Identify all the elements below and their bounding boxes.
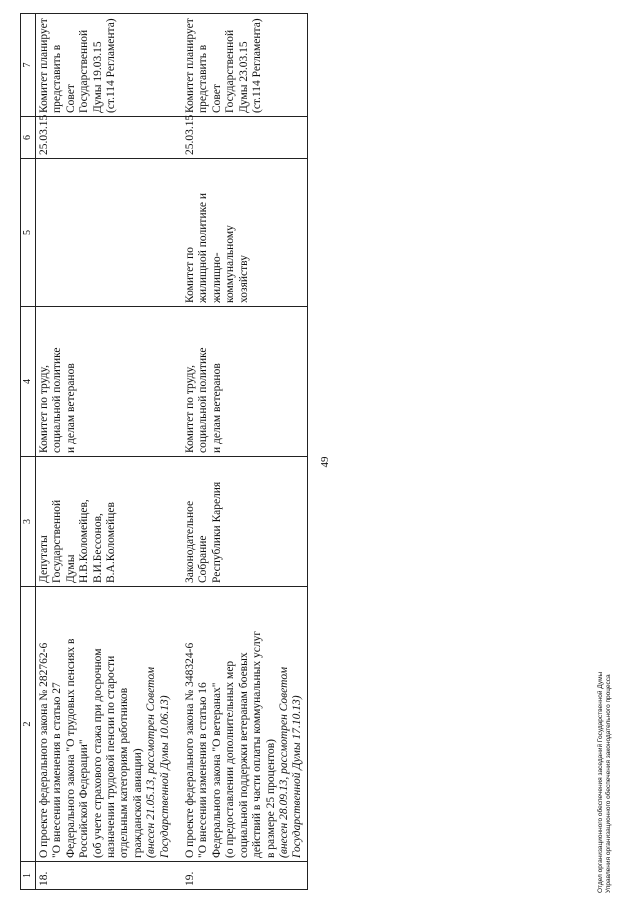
committee-plan-line: (ст.114 Регламента) [105, 18, 118, 113]
bill-title-line: "О внесении изменения в статью 27 [51, 682, 64, 858]
bill-author-line: Республики Карелия [210, 481, 223, 583]
committee-plan-line: представить в Совет [51, 44, 77, 113]
responsible-committee-line: Комитет по труду, [38, 365, 50, 453]
col-header: 3 [21, 457, 36, 587]
page-number: 49 [319, 456, 331, 468]
row-number-cell: 19. [182, 862, 307, 890]
bill-author-line: В.И.Бессонов, [91, 513, 104, 583]
bill-title-line: "О внесении изменения в статью 16 [197, 682, 210, 858]
bill-title-line: в размере 25 процентов) [264, 739, 277, 858]
table-row [182, 14, 307, 890]
bill-author-line: Н.В.Коломейцев, [78, 499, 91, 583]
bill-title-line: социальной поддержки ветеранам боевых [237, 652, 250, 858]
responsible-committee-line: и делам ветеранов [210, 363, 223, 453]
co-executor-committee-line: жилищной политике и [197, 192, 210, 303]
committee-plan-cell [36, 14, 175, 117]
committee-plan-line: Государственной [224, 29, 237, 113]
bill-title-line: (о предоставлении дополнительных мер [224, 660, 237, 858]
col-header: 4 [21, 307, 36, 457]
table-row [36, 14, 175, 890]
bill-title-line: назначении трудовой пенсии по старости [105, 655, 118, 858]
footer-line: Отдел организационного обеспечения заседаний Государственной Думы [597, 671, 604, 893]
responsible-committee-line: и делам ветеранов [64, 363, 77, 453]
footer [597, 672, 613, 893]
rotated-page [20, 14, 330, 890]
bill-title-line: О проекте федерального закона № 282762-6 [38, 642, 50, 858]
spacer-cell [174, 862, 182, 890]
spacer-cell [174, 307, 182, 457]
row-number-cell: 18. [36, 862, 175, 890]
bill-author-line: В.А.Коломейцев [105, 502, 118, 583]
header-row [21, 14, 36, 890]
committee-plan-line: Комитет планирует [184, 18, 197, 113]
spacer-cell [174, 457, 182, 587]
bill-note-line: (внесен 21.05.13, рассмотрен Советом [145, 666, 158, 858]
bill-note-line: (внесен 28.09.13, рассмотрен Советом [277, 666, 290, 858]
review-date-cell: 25.03.15 [36, 117, 175, 159]
responsible-committee-line: социальной политике [51, 347, 64, 453]
col-header: 6 [21, 117, 36, 159]
committee-plan-cell [182, 14, 307, 117]
responsible-committee-cell [182, 307, 307, 457]
col-header: 1 [21, 862, 36, 890]
responsible-committee-line: социальной политике [197, 347, 210, 453]
bill-title-line: Федерального закона "О ветеранах" [210, 682, 223, 858]
bill-author-line: Собрание [197, 535, 210, 583]
committee-plan-line: Думы 23.03.15 [237, 41, 250, 113]
col-header: 7 [21, 14, 36, 117]
committee-plan-line: Думы 19.03.15 [91, 41, 104, 113]
review-date-cell: 25.03.15 [182, 117, 307, 159]
bill-title-line: отдельным категориям работников [118, 687, 131, 858]
bill-title-cell [182, 587, 307, 862]
bill-note-line: Государственной Думы 10.06.13) [158, 695, 171, 858]
spacer-cell [174, 159, 182, 307]
spacer-cell [174, 117, 182, 159]
co-executor-committee-line: коммунальному [224, 225, 237, 303]
spacer-cell [174, 587, 182, 862]
spacer-cell [174, 14, 182, 117]
bill-author-cell [36, 457, 175, 587]
committee-plan-line: Государственной [78, 29, 91, 113]
bill-title-line: Федерального закона "О трудовых пенсиях в [64, 638, 77, 858]
col-header: 2 [21, 587, 36, 862]
bill-title-line: Российской Федерации" [78, 739, 91, 858]
committee-plan-line: Комитет планирует [38, 18, 50, 113]
bill-title-line: О проекте федерального закона № 348324-6 [184, 642, 197, 858]
co-executor-committee-cell [182, 159, 307, 307]
bill-author-line: Депутаты [38, 535, 50, 583]
responsible-committee-line: Комитет по труду, [184, 365, 197, 453]
bill-title-line: гражданской авиации) [131, 748, 144, 858]
co-executor-committee-line: Комитет по [184, 247, 197, 303]
bill-author-line: Законодательное [184, 500, 197, 583]
footer-line: Управления организационного обеспечения законодательного процесса [605, 674, 612, 893]
bill-title-line: (об учете страхового стажа при досрочном [91, 648, 104, 858]
bills-table [20, 13, 308, 890]
bill-title-cell [36, 587, 175, 862]
row-spacer [174, 14, 182, 890]
bill-author-line: Думы [64, 554, 77, 583]
co-executor-committee-line: хозяйству [237, 255, 250, 303]
committee-plan-line: (ст.114 Регламента) [251, 18, 264, 113]
bill-note-line: Государственной Думы 17.10.13) [291, 695, 304, 858]
co-executor-committee-cell [36, 159, 175, 307]
bill-author-cell [182, 457, 307, 587]
bill-author-line: Государственной [51, 499, 64, 583]
col-header: 5 [21, 159, 36, 307]
responsible-committee-cell [36, 307, 175, 457]
committee-plan-line: представить в Совет [197, 44, 223, 113]
co-executor-committee-line: жилищно- [210, 252, 223, 303]
bill-title-line: действий в части оплаты коммунальных услуг [251, 630, 264, 858]
